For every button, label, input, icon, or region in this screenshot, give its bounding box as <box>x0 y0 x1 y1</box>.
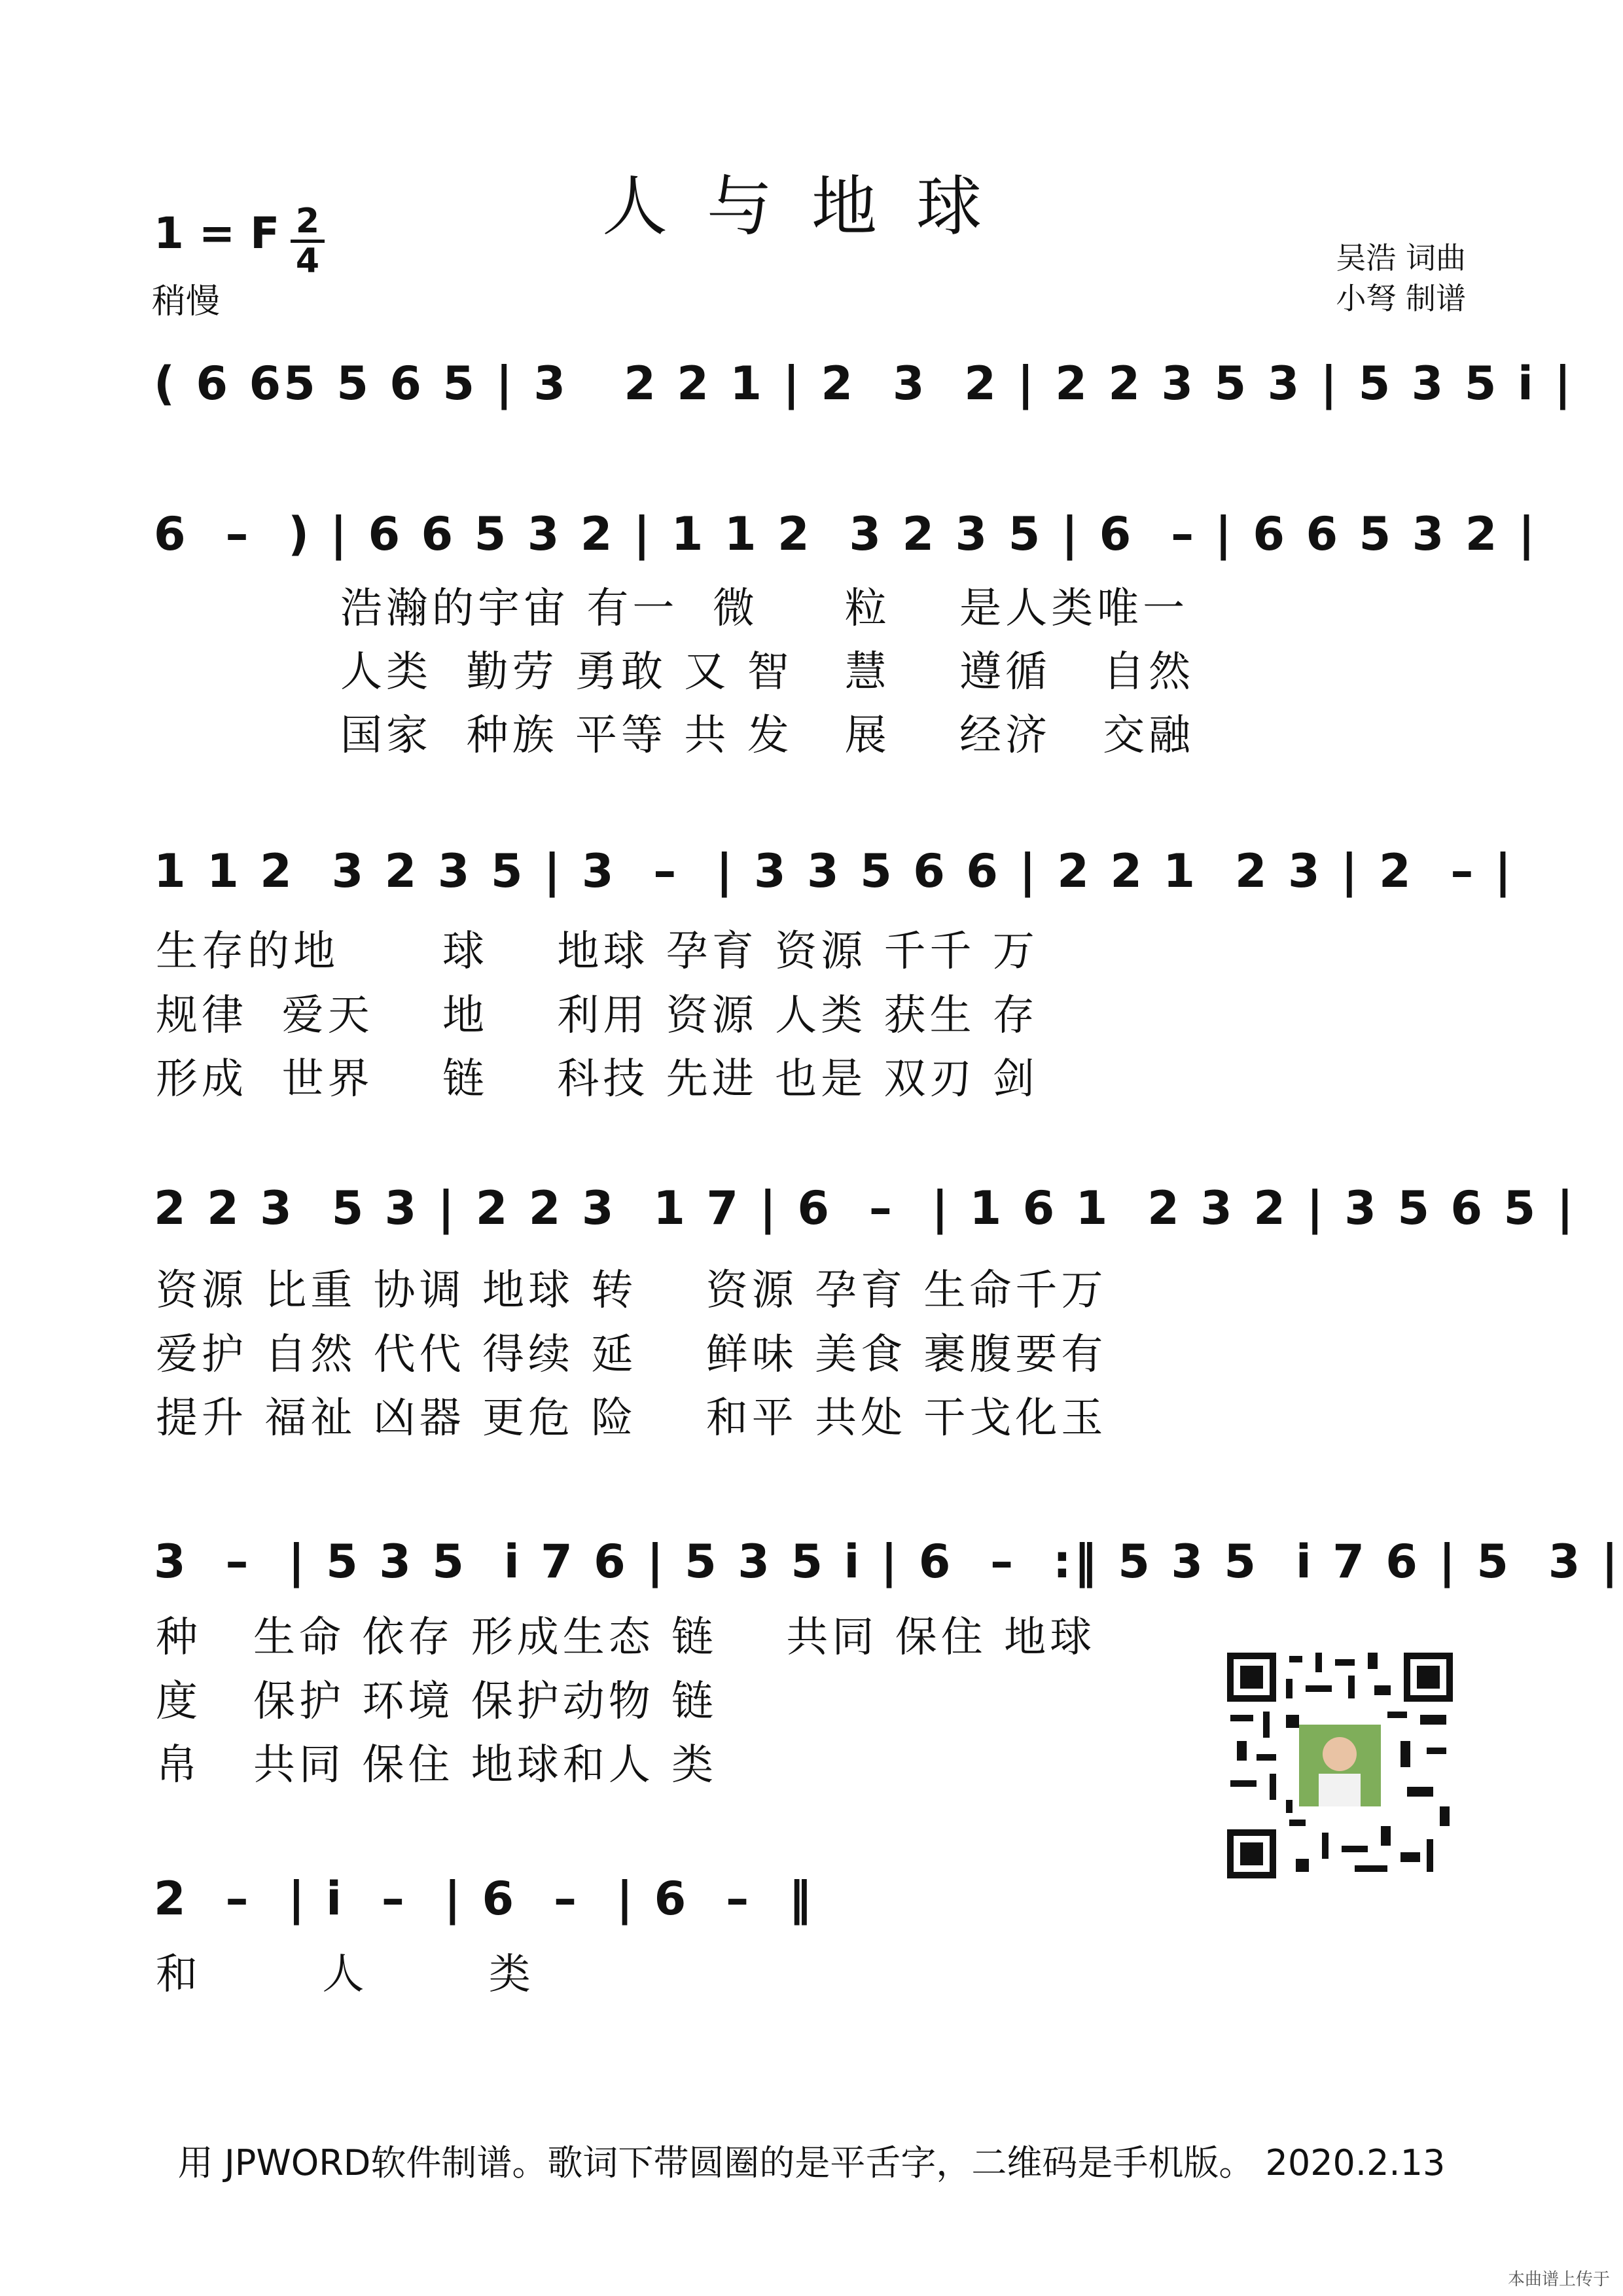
time-bottom: 4 <box>295 242 320 281</box>
qr-code-icon <box>1224 1649 1456 1882</box>
lyric-5-1: 种 生命 依存 形成生态 链 共同 保住 地球 <box>156 1613 1096 1662</box>
notation-line-6: 2 – | i – | 6 – | 6 – ‖ <box>154 1872 814 1926</box>
lyric-5-3: 帛 共同 保住 地球和人 类 <box>156 1741 718 1789</box>
notation-line-1: ( 6 65 5 6 5 | 3 2 2 1 | 2 3 2 | 2 2 3 5 3 | 5 3 5 i | <box>154 357 1574 410</box>
lyric-2-1: 浩瀚的宇宙 有一 微 粒 是人类唯一 <box>340 584 1189 633</box>
lyric-3-3: 形成 世界 链 科技 先进 也是 双刃 剑 <box>156 1055 1039 1103</box>
notation-line-3: 1 1 2 3 2 3 5 | 3 – | 3 3 5 6 6 | 2 2 1 2 3 | 2 – | <box>154 844 1514 898</box>
lyric-6-1: 和 人 类 <box>156 1950 535 1999</box>
time-signature <box>288 202 327 281</box>
watermark-text: 本曲谱上传于 <box>1507 2270 1610 2289</box>
lyric-4-3: 提升 福祉 凶器 更危 险 和平 共处 干戈化玉 <box>156 1394 1107 1443</box>
time-top: 2 <box>295 202 320 241</box>
lyric-3-2: 规律 爱天 地 利用 资源 人类 获生 存 <box>156 992 1039 1040</box>
credit-transcriber: 小弩 制谱 <box>1336 281 1466 316</box>
lyric-3-1: 生存的地 球 地球 孕育 资源 千千 万 <box>156 927 1039 976</box>
song-title: 人与地球 <box>602 168 1021 245</box>
tempo-marking: 稍慢 <box>152 282 221 321</box>
lyric-2-2: 人类 勤劳 勇敢 又 智 慧 遵循 自然 <box>340 648 1195 696</box>
notation-line-4: 2 2 3 5 3 | 2 2 3 1 7 | 6 – | 1 6 1 2 3 2 | 3 5 6 5 | <box>154 1181 1577 1235</box>
lyric-4-1: 资源 比重 协调 地球 转 资源 孕育 生命千万 <box>156 1266 1107 1315</box>
notation-line-2: 6 – ) | 6 6 5 3 2 | 1 1 2 3 2 3 5 | 6 – | 6 6 5 3 2 | <box>154 507 1538 561</box>
footer-note: 用 JPWORD软件制谱。歌词下带圆圈的是平舌字，二维码是手机版。 2020.2.13 <box>177 2142 1446 2183</box>
notation-line-5: 3 – | 5 3 5 i 7 6 | 5 3 5 i | 6 – :‖ 5 3 5 i 7 6 | 5 3 | <box>154 1535 1621 1588</box>
lyric-5-2: 度 保护 环境 保护动物 链 <box>156 1677 718 1726</box>
key-signature: 1 = F <box>154 208 280 259</box>
lyric-2-3: 国家 种族 平等 共 发 展 经济 交融 <box>340 711 1195 760</box>
site-watermark <box>1508 2266 1610 2290</box>
credit-composer: 吴浩 词曲 <box>1336 240 1466 276</box>
lyric-4-2: 爱护 自然 代代 得续 延 鲜味 美食 裹腹要有 <box>156 1331 1107 1379</box>
